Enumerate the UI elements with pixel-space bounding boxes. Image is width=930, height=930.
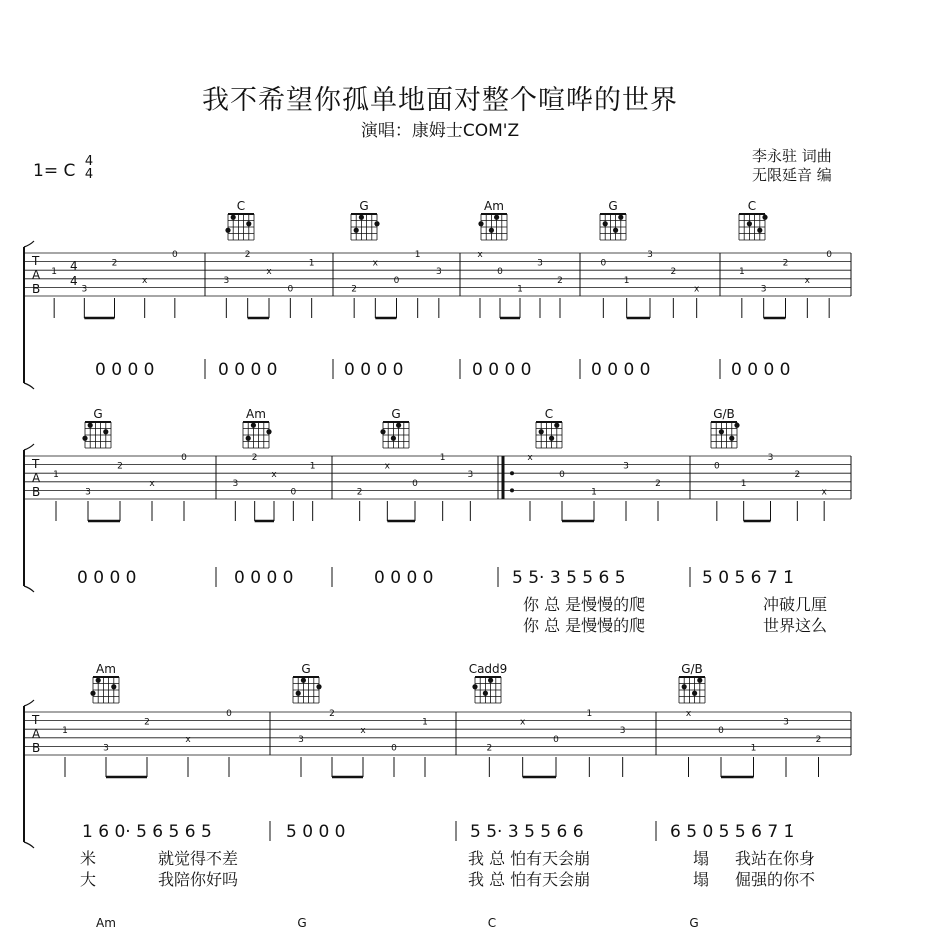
lyric-verse-1: 米 (80, 849, 97, 868)
numbered-measure: 0 0 0 0 (95, 360, 155, 380)
finger-dot (359, 215, 364, 220)
fret-number: 1 (591, 487, 597, 498)
finger-dot (266, 429, 271, 434)
fret-number: 0 (559, 470, 565, 481)
finger-dot (90, 691, 95, 696)
numbered-measure: 0 0 0 0 (77, 568, 137, 588)
fret-number: 3 (619, 726, 626, 737)
lyric-verse-2: 塌 (693, 870, 710, 889)
finger-dot (747, 221, 752, 226)
bracket-top (24, 444, 34, 450)
finger-dot (762, 215, 767, 220)
finger-dot (494, 215, 499, 220)
finger-dot (682, 684, 687, 689)
fret-number: 1 (53, 470, 59, 481)
fret-number: 2 (670, 267, 677, 278)
fret-number: 3 (760, 284, 767, 295)
chord-name: G (689, 916, 699, 930)
chord-name: Am (484, 199, 504, 213)
tab-clef-letter: B (32, 485, 41, 499)
finger-dot (82, 436, 87, 441)
finger-dot (103, 429, 108, 434)
song-title: 我不希望你孤单地面对整个喧哗的世界 (202, 85, 678, 116)
fret-number: 1 (439, 453, 446, 463)
finger-dot (111, 684, 116, 689)
tab-clef-letter: A (32, 727, 41, 741)
chord-name: C (487, 916, 497, 930)
fret-number: 0 (290, 487, 297, 498)
chord-name: G (359, 199, 369, 213)
numbered-measure: 0 0 0 0 (344, 360, 404, 380)
time-signature-bottom: 4 (84, 167, 94, 182)
numbered-measure: 0 0 0 0 (472, 360, 532, 380)
fret-number: 1 (51, 267, 58, 278)
bracket-top (24, 700, 34, 706)
finger-dot (354, 228, 359, 233)
fret-number: 2 (111, 258, 118, 269)
finger-dot (88, 423, 93, 428)
finger-dot (231, 215, 236, 220)
fret-number: x (271, 470, 277, 481)
chord-name: G (297, 916, 307, 930)
fret-number: 1 (422, 717, 428, 728)
numbered-measure: 5 5· 3 5 5 6 5 (512, 568, 626, 588)
fret-number: x (384, 461, 390, 472)
fret-number: 0 (718, 726, 724, 737)
fret-number: 3 (623, 461, 629, 472)
fret-number: 3 (85, 487, 91, 498)
finger-dot (488, 678, 493, 683)
finger-dot (316, 684, 321, 689)
tab-clef-letter: B (32, 741, 41, 755)
chord-name: Am (96, 662, 116, 676)
finger-dot (380, 429, 385, 434)
lyric-verse-1: 塌 (693, 849, 710, 868)
finger-dot (539, 429, 544, 434)
lyric-verse-2: 大 (80, 870, 97, 889)
fret-number: 3 (783, 717, 789, 728)
performer-line: 演唱：康姆士COM'Z (360, 121, 520, 141)
finger-dot (96, 678, 101, 683)
chord-diagram (225, 214, 254, 240)
finger-dot (603, 221, 608, 226)
finger-dot (472, 684, 477, 689)
finger-dot (296, 691, 301, 696)
fret-number: 3 (232, 478, 239, 489)
chord-name: G/B (681, 662, 703, 676)
tab-clef-letter: A (32, 471, 41, 485)
finger-dot (478, 221, 483, 226)
tab-clef-letter: A (32, 268, 41, 282)
repeat-dot (510, 488, 514, 492)
bracket-bottom (24, 842, 34, 848)
fret-number: x (360, 726, 366, 737)
chord-diagram (600, 214, 626, 240)
fret-number: x (266, 267, 272, 278)
lyric-verse-2: 我陪你好吗 (158, 870, 239, 889)
numbered-measure: 0 0 0 0 (591, 360, 651, 380)
fret-number: 2 (782, 258, 789, 269)
finger-dot (391, 436, 396, 441)
numbered-measure: 0 0 0 0 (374, 568, 434, 588)
fret-number: 1 (750, 743, 757, 754)
chord-name: Am (96, 916, 116, 930)
fret-number: 2 (117, 461, 123, 472)
credit-arranger: 无限延音 编 (752, 166, 832, 184)
fret-number: 1 (623, 275, 630, 286)
fret-number: 0 (497, 267, 503, 278)
chord-name: Cadd9 (468, 662, 508, 676)
fret-number: x (142, 275, 148, 286)
chord-diagram (711, 422, 740, 448)
lyric-verse-2: 倔强的你不 (735, 870, 816, 889)
time-signature-top: 4 (84, 154, 94, 169)
lyric-verse-2: 你 总 是慢慢的爬 (523, 616, 646, 635)
fret-number: 2 (486, 743, 493, 754)
fret-number: 3 (435, 267, 442, 278)
fret-number: x (685, 709, 692, 719)
fret-number: x (527, 453, 533, 463)
fret-number: x (804, 275, 810, 286)
chord-diagram (351, 214, 380, 240)
fret-number: 0 (412, 478, 418, 489)
chord-diagram (478, 214, 507, 240)
chord-name: C (236, 199, 246, 213)
chord-diagram (82, 422, 111, 448)
finger-dot (613, 228, 618, 233)
fret-number: 2 (251, 453, 258, 463)
fret-number: 1 (308, 258, 315, 269)
numbered-measure: 5 0 5 6 7 1̇ (702, 568, 794, 588)
fret-number: 2 (794, 470, 801, 481)
fret-number: 3 (467, 470, 474, 481)
fret-number: 1 (414, 250, 421, 260)
tab-time-top: 4 (70, 259, 78, 273)
chord-name: G/B (713, 407, 735, 421)
chord-diagram (243, 422, 272, 448)
fret-number: x (372, 258, 378, 269)
numbered-measure: 0 0 0 0 (234, 568, 294, 588)
fret-number: 0 (713, 461, 720, 472)
fret-number: 3 (537, 258, 543, 269)
fret-number: 0 (826, 250, 833, 260)
fret-number: x (694, 284, 700, 295)
chord-diagram (739, 214, 768, 240)
lyric-verse-2: 我 总 怕有天会崩 (468, 870, 591, 889)
finger-dot (301, 678, 306, 683)
numbered-measure: 6 5 0 5 5 6 7 1̇ (670, 822, 795, 842)
finger-dot (225, 228, 230, 233)
lyric-verse-1: 我 总 怕有天会崩 (468, 849, 591, 868)
fret-number: 2 (144, 717, 150, 728)
numbered-measure: 0 0 0 0 (731, 360, 791, 380)
chord-diagram (380, 422, 409, 448)
bracket-top (24, 241, 34, 247)
fret-number: 2 (329, 709, 335, 719)
fret-number: 1 (517, 284, 523, 295)
tab-clef-letter: T (32, 457, 40, 471)
fret-number: 0 (391, 743, 397, 754)
fret-number: 2 (356, 487, 363, 498)
fret-number: 2 (351, 284, 358, 295)
tab-clef-letter: B (32, 282, 41, 296)
finger-dot (489, 228, 494, 233)
fret-number: 2 (557, 275, 563, 286)
lyric-verse-1: 你 总 是慢慢的爬 (523, 595, 646, 614)
finger-dot (757, 228, 762, 233)
fret-number: 3 (103, 743, 109, 754)
fret-number: 3 (223, 275, 230, 286)
tab-clef-letter: T (32, 254, 40, 268)
finger-dot (697, 678, 702, 683)
bracket-bottom (24, 586, 34, 592)
key-signature: 1= C (33, 161, 76, 181)
fret-number: 1 (62, 726, 68, 737)
chord-name: C (747, 199, 757, 213)
finger-dot (729, 436, 734, 441)
fret-number: 0 (553, 734, 559, 745)
chord-diagram (90, 677, 119, 703)
finger-dot (246, 436, 251, 441)
fret-number: 2 (655, 478, 661, 489)
bracket-bottom (24, 383, 34, 389)
finger-dot (692, 691, 697, 696)
lyric-verse-1: 就觉得不差 (158, 849, 239, 868)
chord-diagram (472, 677, 501, 703)
fret-number: x (477, 250, 483, 260)
finger-dot (554, 423, 559, 428)
fret-number: 0 (287, 284, 294, 295)
fret-number: 2 (244, 250, 251, 260)
finger-dot (396, 423, 401, 428)
finger-dot (549, 436, 554, 441)
chord-name: Am (246, 407, 266, 421)
finger-dot (251, 423, 256, 428)
fret-number: x (149, 478, 155, 489)
finger-dot (618, 215, 623, 220)
fret-number: 0 (181, 453, 187, 463)
chord-name: C (544, 407, 554, 421)
finger-dot (719, 429, 724, 434)
fret-number: 1 (309, 461, 316, 472)
chord-name: G (391, 407, 401, 421)
numbered-measure: 5 5· 3 5 5 6 6 (470, 822, 584, 842)
finger-dot (483, 691, 488, 696)
chord-name: G (608, 199, 618, 213)
chord-diagram (293, 677, 322, 703)
lyric-verse-1: 冲破几厘 (763, 595, 828, 614)
fret-number: 1 (740, 478, 747, 489)
numbered-measure: 0 0 0 0 (218, 360, 278, 380)
finger-dot (246, 221, 251, 226)
fret-number: 1 (738, 267, 745, 278)
fret-number: 2 (815, 734, 822, 745)
fret-number: 0 (393, 275, 400, 286)
chord-diagram (679, 677, 705, 703)
numbered-measure: 1 6 0· 5 6 5 6 5 (82, 822, 212, 842)
fret-number: 3 (298, 734, 304, 745)
fret-number: x (821, 487, 827, 498)
chord-name: G (301, 662, 311, 676)
finger-dot (734, 423, 739, 428)
finger-dot (374, 221, 379, 226)
credit-lyrics-music: 李永驻 词曲 (752, 147, 832, 165)
tab-time-bottom: 4 (70, 274, 78, 288)
chord-diagram (536, 422, 562, 448)
fret-number: 3 (81, 284, 88, 295)
lyric-verse-1: 我站在你身 (735, 849, 816, 868)
fret-number: x (185, 734, 191, 745)
fret-number: 0 (171, 250, 178, 260)
tab-clef-letter: T (32, 713, 40, 727)
chord-name: G (93, 407, 103, 421)
fret-number: 3 (767, 453, 774, 463)
fret-number: 3 (647, 250, 653, 260)
repeat-dot (510, 471, 514, 475)
fret-number: 0 (226, 709, 232, 719)
numbered-measure: 5 0 0 0 (286, 822, 346, 842)
fret-number: 1 (586, 709, 593, 719)
fret-number: 0 (600, 258, 607, 269)
fret-number: x (520, 717, 526, 728)
lyric-verse-2: 世界这么 (763, 616, 828, 635)
